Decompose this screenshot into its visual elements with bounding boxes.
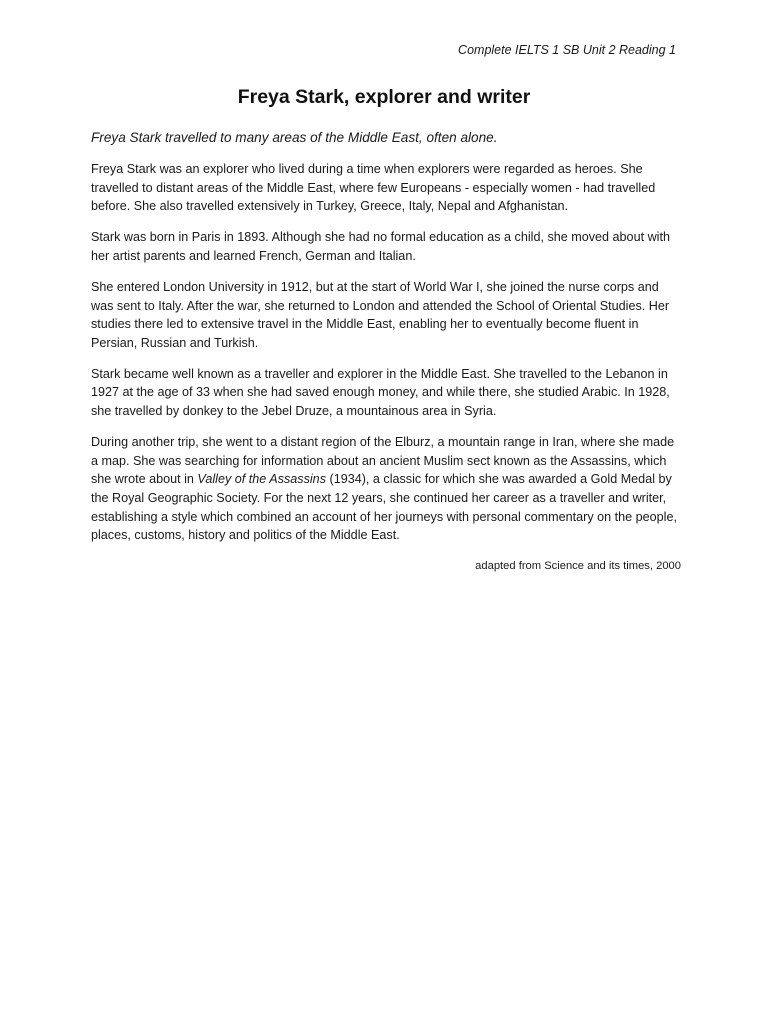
source-citation: adapted from Science and its times, 2000 <box>475 560 681 573</box>
paragraph-2: Stark was born in Paris in 1893. Although she had no formal education as a child, she moved about with her artist parents and learned French, German and Italian. <box>91 230 670 263</box>
paragraph-5-part-2: (1934), a classic for which she was awarded a Gold Medal by the Royal Geographic Society. For the next 12 years, she continued her career as a traveller and writer, establishing a style which combined an account of her journeys with personal commentary on the people, places, customs, history and politics of the Middle East. <box>91 472 677 543</box>
paragraph-5-part-1: During another trip, she went to a distant region of the Elburz, a mountain range in Iran, where she made a map. She was searching for information about an ancient Muslim sect known as the Assassins, which she wrote about in <box>91 435 675 487</box>
intro-paragraph: Freya Stark travelled to many areas of the Middle East, often alone. <box>91 130 498 145</box>
article-body <box>91 128 681 576</box>
header-reference: Complete IELTS 1 SB Unit 2 Reading 1 <box>458 43 676 57</box>
paragraph-1: Freya Stark was an explorer who lived during a time when explorers were regarded as heroes. She travelled to distant areas of the Middle East, where few Europeans - especially women - had travelled before. She also travelled extensively in Turkey, Greece, Italy, Nepal and Afghanistan. <box>91 162 656 214</box>
paragraph-5 <box>91 433 681 545</box>
paragraph-3: She entered London University in 1912, but at the start of World War I, she joined the nurse corps and was sent to Italy. After the war, she returned to London and attended the School of Oriental Studies. Her studies there led to extensive travel in the Middle East, enabling her to eventually become fluent in Persian, Russian and Turkish. <box>91 279 670 350</box>
book-title: Valley of the Assassins <box>197 472 326 487</box>
page-title: Freya Stark, explorer and writer <box>237 86 531 108</box>
paragraph-4: Stark became well known as a traveller and explorer in the Middle East. She travelled to the Lebanon in 1927 at the age of 33 when she had saved enough money, and while there, she studied Arabic. In 1928, she travelled by donkey to the Jebel Druze, a mountainous area in Syria. <box>91 366 670 419</box>
